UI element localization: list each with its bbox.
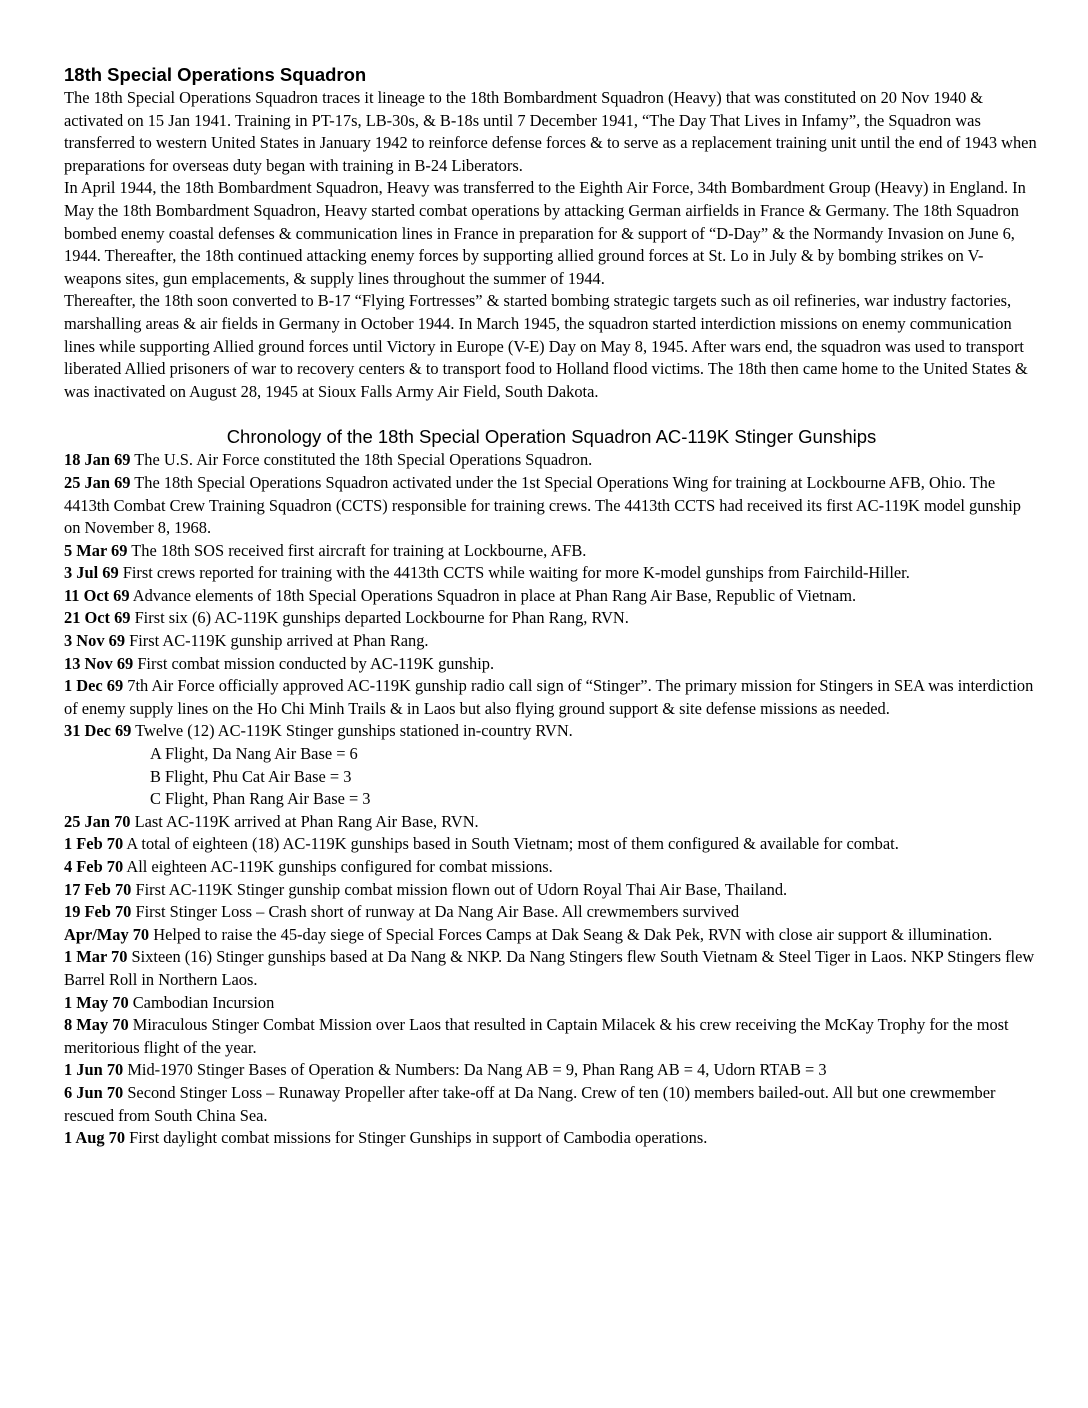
chronology-entry	[64, 472, 1039, 540]
entry-text: First Stinger Loss – Crash short of runway at Da Nang Air Base. All crewmembers survived	[131, 902, 740, 922]
entry-date: 13 Nov 69	[64, 653, 134, 673]
entry-text: First combat mission conducted by AC-119K gunship.	[133, 653, 495, 673]
entry-date: 1 Aug 70	[64, 1128, 126, 1148]
chronology-entry	[64, 901, 1039, 924]
entry-date: 6 Jun 70	[64, 1082, 124, 1102]
entry-text: Miraculous Stinger Combat Mission over Laos that resulted in Captain Milacek & his crew receiving the McKay Trophy for the most meritorious flight of the year.	[64, 1015, 1009, 1057]
entry-date: 3 Nov 69	[64, 631, 126, 651]
entry-date: 18 Jan 69	[64, 450, 131, 470]
chronology-entry	[64, 924, 1039, 947]
entry-text: 7th Air Force officially approved AC-119K gunship radio call sign of “Stinger”. The primary mission for Stingers in SEA was interdiction of enemy supply lines on the Ho Chi Minh Trails & in Laos but also flying ground support & site defense missions as needed.	[64, 676, 1034, 718]
entry-date: 17 Feb 70	[64, 879, 132, 899]
chronology-entry	[64, 946, 1039, 991]
chronology-entry	[64, 1127, 1039, 1150]
entry-date: 8 May 70	[64, 1015, 129, 1035]
entry-date: 3 Jul 69	[64, 563, 119, 583]
chronology-entry	[64, 540, 1039, 563]
entry-date: 25 Jan 70	[64, 811, 131, 831]
flight-item: B Flight, Phu Cat Air Base = 3	[150, 766, 352, 786]
intro-paragraph: Thereafter, the 18th soon converted to B-17 “Flying Fortresses” & started bombing strategic targets such as oil refineries, war industry factories, marshalling areas & air fields in Germany in October 1944. In March 1945, the squadron started interdiction missions on enemy communication lines while supporting Allied ground forces until Victory in Europe (V-E) Day on May 8, 1945. After wars end, the squadron was used to transport liberated Allied prisoners of war to recovery centers & to transport food to Holland flood victims. The 18th then came home to the United States & was inactivated on August 28, 1945 at Sioux Falls Army Air Field, South Dakota.	[64, 291, 1028, 401]
entry-text: First crews reported for training with the 4413th CCTS while waiting for more K-model gunships from Fairchild-Hiller.	[118, 563, 910, 583]
chronology-list	[64, 449, 1039, 1149]
entry-date: 21 Oct 69	[64, 608, 131, 628]
chronology-entry	[64, 856, 1039, 879]
chronology-entry	[64, 992, 1039, 1015]
chronology-entry	[64, 562, 1039, 585]
entry-text: The U.S. Air Force constituted the 18th Special Operations Squadron.	[130, 450, 593, 470]
chronology-entry	[64, 1014, 1039, 1059]
entry-text: First AC-119K Stinger gunship combat mission flown out of Udorn Royal Thai Air Base, Thailand.	[131, 879, 788, 899]
page-title: 18th Special Operations Squadron	[64, 64, 367, 85]
entry-text: Second Stinger Loss – Runaway Propeller after take-off at Da Nang. Crew of ten (10) members bailed-out. All but one crewmember rescued from South China Sea.	[64, 1082, 996, 1125]
entry-text: Helped to raise the 45-day siege of Special Forces Camps at Dak Seang & Dak Pek, RVN with close air support & illumination.	[149, 924, 993, 944]
entry-text: Mid-1970 Stinger Bases of Operation & Numbers: Da Nang AB = 9, Phan Rang AB = 4, Udorn RTAB = 3	[123, 1060, 827, 1080]
chronology-entry	[64, 653, 1039, 676]
entry-text: Advance elements of 18th Special Operations Squadron in place at Phan Rang Air Base, Republic of Vietnam.	[129, 585, 857, 605]
entry-text: The 18th SOS received first aircraft for training at Lockbourne, AFB.	[127, 540, 587, 560]
flight-list	[64, 743, 1039, 811]
entry-date: 31 Dec 69	[64, 721, 132, 741]
entry-text: Twelve (12) AC-119K Stinger gunships stationed in-country RVN.	[131, 721, 573, 741]
entry-date: Apr/May 70	[64, 924, 150, 944]
entry-date: 11 Oct 69	[64, 585, 130, 605]
entry-date: 1 Feb 70	[64, 834, 124, 854]
flight-item: C Flight, Phan Rang Air Base = 3	[150, 789, 371, 809]
chronology-entry	[64, 607, 1039, 630]
chronology-entry	[64, 1082, 1039, 1127]
entry-text: A total of eighteen (18) AC-119K gunships based in South Vietnam; most of them configured & available for combat.	[123, 834, 899, 854]
chronology-entry	[64, 585, 1039, 608]
entry-text: Cambodian Incursion	[128, 992, 275, 1012]
entry-date: 5 Mar 69	[64, 540, 128, 560]
intro-paragraph: In April 1944, the 18th Bombardment Squadron, Heavy was transferred to the Eighth Air Force, 34th Bombardment Group (Heavy) in England. In May the 18th Bombardment Squadron, Heavy started combat operations by attacking German airfields in France & Germany. The 18th Squadron bombed enemy coastal defenses & communication lines in France in preparation for & support of “D-Day” & the Normandy Invasion on June 6, 1944. Thereafter, the 18th continued attacking enemy forces by supporting allied ground forces at St. Lo in July & by bombing strikes on V-weapons sites, gun emplacements, & supply lines throughout the summer of 1944.	[64, 178, 1026, 288]
entry-text: First AC-119K gunship arrived at Phan Rang.	[125, 631, 429, 651]
chronology-entry	[64, 1059, 1039, 1082]
entry-date: 25 Jan 69	[64, 472, 131, 492]
entry-text: The 18th Special Operations Squadron activated under the 1st Special Operations Wing for training at Lockbourne AFB, Ohio. The 4413th Combat Crew Training Squadron (CCTS) responsible for training crews. The 4413th CCTS had received its first AC-119K model gunship on November 8, 1968.	[64, 472, 1021, 538]
intro-paragraph: The 18th Special Operations Squadron traces it lineage to the 18th Bombardment Squadron (Heavy) that was constituted on 20 Nov 1940 & activated on 15 Jan 1941. Training in PT-17s, LB-30s, & B-18s until 7 December 1941, “The Day That Lives in Infamy”, the Squadron was transferred to western United States in January 1942 to reinforce defense forces & to serve as a replacement training unit until the end of 1943 when preparations for overseas duty began with training in B-24 Liberators.	[64, 88, 1037, 175]
chronology-entry	[64, 630, 1039, 653]
entry-date: 19 Feb 70	[64, 902, 132, 922]
entry-date: 1 Dec 69	[64, 676, 124, 696]
entry-date: 1 May 70	[64, 992, 129, 1012]
entry-text: First six (6) AC-119K gunships departed Lockbourne for Phan Rang, RVN.	[130, 608, 629, 628]
flight-item: A Flight, Da Nang Air Base = 6	[150, 744, 358, 764]
entry-date: 4 Feb 70	[64, 857, 124, 876]
entry-text: All eighteen AC-119K gunships configured for combat missions.	[123, 857, 553, 876]
entry-text: Sixteen (16) Stinger gunships based at Da Nang & NKP. Da Nang Stingers flew South Vietnam & Steel Tiger in Laos. NKP Stingers flew Barrel Roll in Northern Laos.	[64, 947, 1035, 989]
chronology-entry	[64, 833, 1039, 856]
entry-date: 1 Jun 70	[64, 1060, 124, 1080]
chronology-entry	[64, 675, 1039, 720]
entry-text: Last AC-119K arrived at Phan Rang Air Base, RVN.	[130, 811, 479, 831]
document-page	[64, 64, 1039, 1150]
chronology-title: Chronology of the 18th Special Operation Squadron AC-119K Stinger Gunships	[226, 426, 877, 448]
chronology-entry	[64, 879, 1039, 902]
entry-date: 1 Mar 70	[64, 947, 128, 967]
entry-text: First daylight combat missions for Stinger Gunships in support of Cambodia operations.	[125, 1128, 708, 1148]
intro-section	[64, 87, 1039, 403]
chronology-entry	[64, 449, 1039, 472]
chronology-entry	[64, 720, 1039, 743]
chronology-entry	[64, 811, 1039, 834]
